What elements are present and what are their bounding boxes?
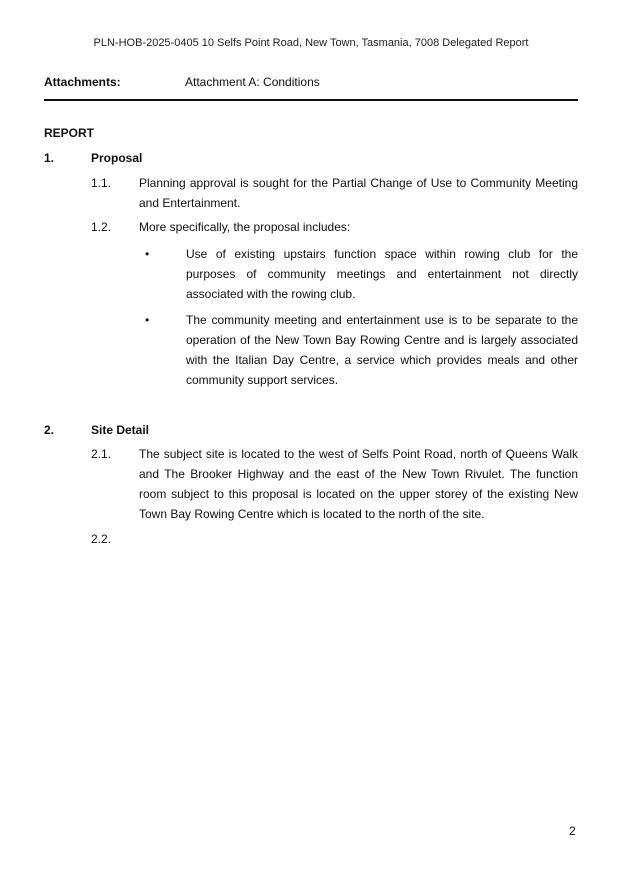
- section-1-number: 1.: [44, 151, 55, 165]
- attachments-value: Attachment A: Conditions: [185, 75, 320, 89]
- item-1-2-number: 1.2.: [91, 220, 112, 234]
- item-1-2-text: More specifically, the proposal includes:: [139, 220, 351, 234]
- item-1-1-text: Planning approval is sought for the Partial Change of Use to Community Meeting and Entertainment.: [139, 176, 578, 210]
- bullet-1-text: Use of existing upstairs function space within rowing club for the purposes of community meetings and entertainment not directly associated with the rowing club.: [186, 247, 578, 301]
- item-2-1-number: 2.1.: [91, 447, 112, 461]
- page-header: PLN-HOB-2025-0405 10 Selfs Point Road, New Town, Tasmania, 7008 Delegated Report: [93, 37, 529, 49]
- attachments-label: Attachments:: [44, 75, 121, 89]
- bullet-icon: •: [145, 313, 150, 327]
- section-2-title: Site Detail: [91, 423, 150, 437]
- section-1-title: Proposal: [91, 151, 143, 165]
- bullet-2-text: The community meeting and entertainment use is to be separate to the operation of the New Town Bay Rowing Centre and is largely associated with the Italian Day Centre, a service which provides meals and other community support services.: [186, 313, 578, 387]
- item-2-1-text: The subject site is located to the west of Selfs Point Road, north of Queens Walk and The Brooker Highway and the east of the New Town Rivulet. The function room subject to this proposal is located on the upper storey of the existing New Town Bay Rowing Centre which is located to the north of the site.: [139, 447, 578, 521]
- item-2-2-number: 2.2.: [91, 532, 112, 546]
- horizontal-rule: [44, 99, 578, 101]
- report-heading: REPORT: [44, 126, 95, 140]
- item-1-1-number: 1.1.: [91, 176, 112, 190]
- bullet-icon: •: [145, 247, 150, 261]
- page-number: 2: [569, 824, 576, 838]
- section-2-number: 2.: [44, 423, 55, 437]
